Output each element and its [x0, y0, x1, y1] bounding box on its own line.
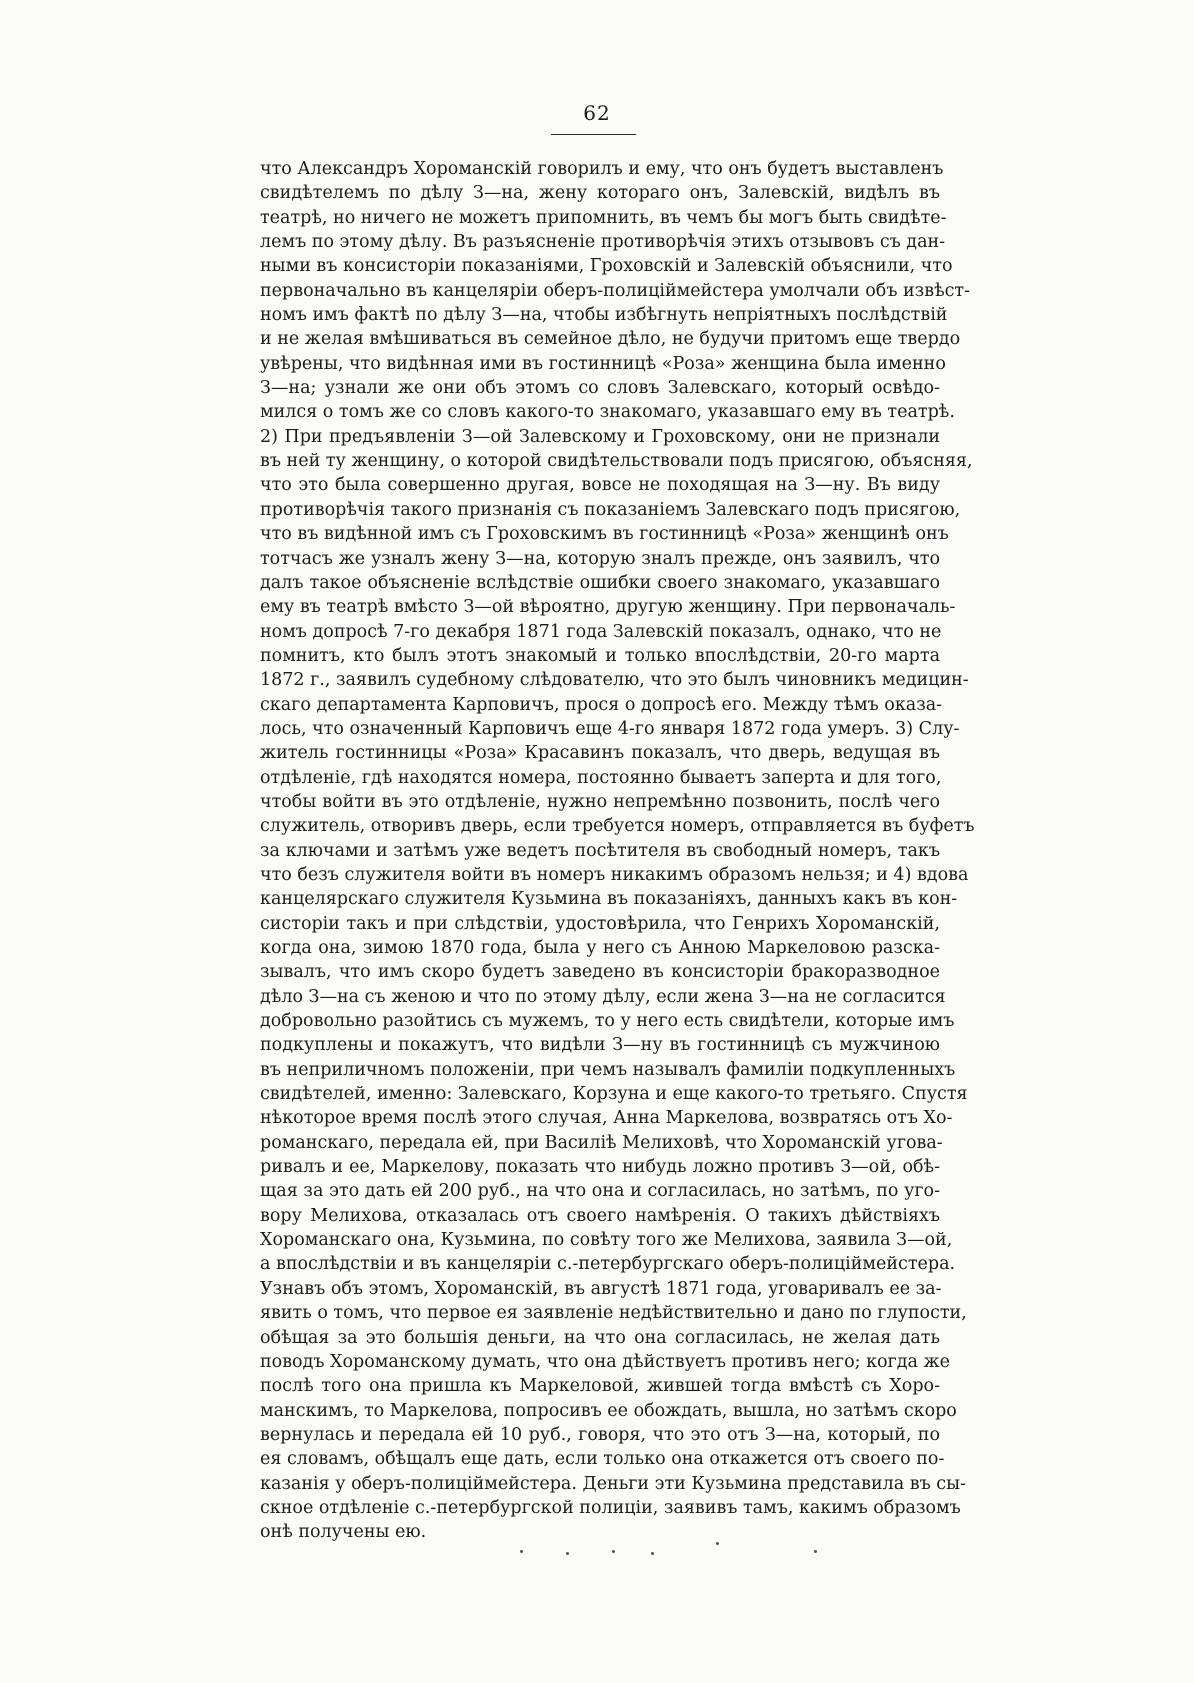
- text-line: скаго департамента Карповичъ, прося о допросѣ его. Между тѣмъ оказа-: [260, 694, 943, 715]
- text-line: что въ видѣнной имъ съ Гроховскимъ въ гостинницѣ «Роза» женщинѣ онъ: [260, 524, 949, 545]
- text-line: номъ допросѣ 7-го декабря 1871 года Залевскій показалъ, однако, что не: [260, 621, 942, 642]
- text-line: ея словамъ, обѣщалъ еще дать, если только она откажется отъ своего по-: [260, 1449, 945, 1470]
- text-line: лось, что означенный Карповичъ еще 4-го января 1872 года умеръ. 3) Слу-: [260, 718, 960, 739]
- text-line: систоріи такъ и при слѣдствіи, удостовѣрила, что Генрихъ Хороманскій,: [260, 913, 940, 934]
- text-line: послѣ того она пришла къ Маркеловой, жившей тогда вмѣстѣ съ Хоро-: [260, 1376, 940, 1397]
- text-line: и не желая вмѣшиваться въ семейное дѣло, не будучи притомъ еще твердо: [260, 329, 961, 350]
- text-line: романскаго, передала ей, при Василіѣ Мелиховѣ, что Хороманскій угова-: [260, 1132, 943, 1153]
- text-line: щая за это дать ей 200 руб., на что она и согласилась, но затѣмъ, по уго-: [260, 1181, 940, 1202]
- text-line: З—на; узнали же они объ этомъ со словъ Залевскаго, который освѣдо-: [260, 378, 940, 399]
- text-line: Узнавъ объ этомъ, Хороманскій, въ августѣ 1871 года, уговаривалъ ее за-: [260, 1278, 942, 1299]
- text-line: ными въ консисторіи показаніями, Гроховскій и Залевскій объяснили, что: [260, 256, 953, 277]
- text-line: дѣло З—на съ женою и что по этому дѣлу, если жена З—на не согласится: [260, 986, 946, 1007]
- text-line: а впослѣдствіи и въ канцеляріи с.-петербургскаго оберъ-полиціймейстера.: [260, 1254, 956, 1275]
- text-line: что Александръ Хороманскій говорилъ и ему, что онъ будетъ выставленъ: [260, 159, 944, 179]
- text-line: обѣщая за это большія деньги, на что она согласилась, не желая дать: [260, 1327, 940, 1348]
- text-line: противорѣчія такого признанія съ показаніемъ Залевскаго подъ присягою,: [260, 499, 961, 520]
- text-line: подкуплены и покажутъ, что видѣли З—ну въ гостинницѣ съ мужчиною: [260, 1035, 940, 1056]
- text-line: скное отдѣленіе с.-петербургской полиціи, заявивъ тамъ, какимъ образомъ: [260, 1497, 961, 1518]
- text-line: когда она, зимою 1870 года, была у него съ Анною Маркеловою разска-: [260, 938, 940, 958]
- text-line: отдѣленіе, гдѣ находятся номера, постоянно бываетъ заперта и для того,: [260, 767, 942, 788]
- text-line: канцелярскаго служителя Кузьмина въ показаніяхъ, данныхъ какъ въ кон-: [260, 889, 958, 910]
- print-speck: [612, 1550, 615, 1553]
- text-line: нѣкоторое время послѣ этого случая, Анна Маркелова, возвратясь отъ Хо-: [260, 1108, 953, 1129]
- print-speck: [716, 1542, 719, 1545]
- print-specks: [0, 1542, 1194, 1572]
- print-speck: [566, 1552, 569, 1555]
- text-line: поводъ Хороманскому думать, что она дѣйствуетъ противъ него; когда же: [260, 1351, 950, 1372]
- text-line: театрѣ, но ничего не можетъ припомнить, въ чемъ бы могъ быть свидѣте-: [260, 207, 947, 228]
- text-line: онѣ получены ею.: [260, 1522, 427, 1543]
- text-line: ему въ театрѣ вмѣсто З—ой вѣроятно, другую женщину. При первоначаль-: [260, 597, 956, 618]
- text-line: свидѣтелемъ по дѣлу З—на, жену котораго онъ, Залевскій, видѣлъ въ: [260, 183, 940, 204]
- text-line: зывалъ, что имъ скоро будетъ заведено въ консисторіи бракоразводное: [260, 962, 940, 983]
- text-line: за ключами и затѣмъ уже ведетъ посѣтителя въ свободный номеръ, такъ: [260, 840, 940, 861]
- text-line: первоначально въ канцеляріи оберъ-полиціймейстера умолчали объ извѣст-: [260, 280, 971, 301]
- text-line: 2) При предъявленіи З—ой Залевскому и Гроховскому, они не признали: [260, 426, 940, 447]
- print-speck: [651, 1552, 654, 1555]
- text-line: тотчасъ же узналъ жену З—на, которую зналъ прежде, онъ заявилъ, что: [260, 548, 940, 569]
- text-line: въ неприличномъ положеніи, при чемъ называлъ фамиліи подкупленныхъ: [260, 1059, 956, 1080]
- text-line: увѣрены, что видѣнная ими въ гостинницѣ «Роза» женщина была именно: [260, 353, 946, 374]
- text-line: явить о томъ, что первое ея заявленіе недѣйствительно и дано по глупости,: [260, 1303, 967, 1324]
- text-line: номъ имъ фактѣ по дѣлу З—на, чтобы избѣгнуть непріятныхъ послѣдствій: [260, 305, 948, 326]
- text-line: добровольно разойтись съ мужемъ, то у него есть свидѣтели, которые имъ: [260, 1011, 955, 1032]
- text-line: вернулась и передала ей 10 руб., говоря, что это отъ З—на, который, по: [260, 1424, 940, 1445]
- text-line: свидѣтелей, именно: Залевскаго, Корзуна и еще какого-то третьяго. Спустя: [260, 1084, 968, 1105]
- text-line: въ ней ту женщину, о которой свидѣтельствовали подъ присягою, объясняя,: [260, 451, 973, 472]
- text-line: житель гостинницы «Роза» Красавинъ показалъ, что дверь, ведущая въ: [260, 743, 940, 764]
- body-text: [260, 157, 975, 1545]
- text-line: казанія у оберъ-полиціймейстера. Деньги эти Кузьмина представила въ сы-: [260, 1473, 966, 1494]
- text-line: помнитъ, кто былъ этотъ знакомый и только впослѣдствіи, 20-го марта: [260, 645, 940, 666]
- text-line: ривалъ и ее, Маркелову, показать что нибудь ложно противъ З—ой, обѣ-: [260, 1157, 940, 1178]
- page-number: 62: [583, 101, 611, 125]
- text-line: что это была совершенно другая, вовсе не походящая на З—ну. Въ виду: [260, 475, 940, 496]
- text-line: манскимъ, то Маркелова, попросивъ ее обождать, вышла, но затѣмъ скоро: [260, 1400, 957, 1421]
- text-line: чтобы войти въ это отдѣленіе, нужно непремѣнно позвонить, послѣ чего: [260, 791, 940, 812]
- text-line: 1872 г., заявилъ судебному слѣдователю, что это былъ чиновникъ медицин-: [260, 670, 969, 691]
- text-line: вору Мелихова, отказалась отъ своего намѣренія. О такихъ дѣйствіяхъ: [260, 1205, 940, 1226]
- text-line: далъ такое объясненіе вслѣдствіе ошибки своего знакомаго, указавшаго: [260, 572, 940, 593]
- text-line: мился о томъ же со словъ какого-то знакомаго, указавшаго ему въ театрѣ.: [260, 402, 955, 423]
- text-line: Хороманскаго она, Кузьмина, по совѣту того же Мелихова, заявила З—ой,: [260, 1230, 953, 1251]
- text-line: лемъ по этому дѣлу. Въ разъясненіе противорѣчія этихъ отзывовъ съ дан-: [260, 232, 946, 253]
- print-speck: [520, 1550, 523, 1553]
- text-line: служитель, отворивъ дверь, если требуется номеръ, отправляется въ буфетъ: [260, 816, 975, 837]
- print-speck: [814, 1550, 817, 1553]
- text-line: что безъ служителя войти въ номеръ никакимъ образомъ нельзя; и 4) вдова: [260, 864, 969, 885]
- page-number-rule: [551, 134, 636, 135]
